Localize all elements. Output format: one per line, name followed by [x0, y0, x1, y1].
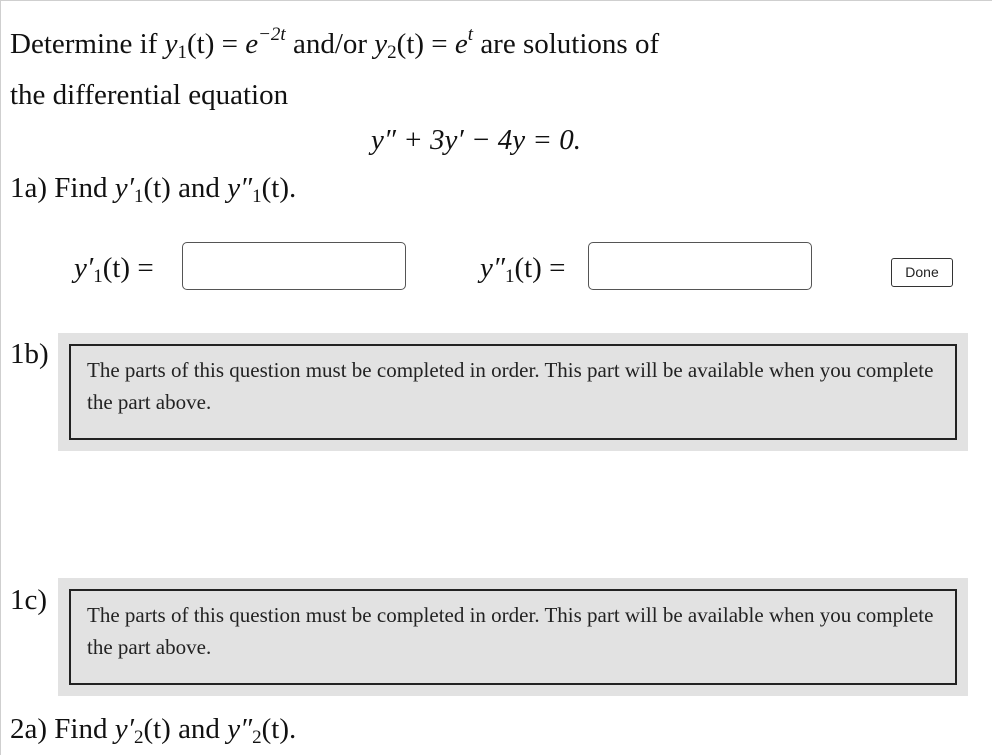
- part-2a-f2: y″: [227, 713, 253, 745]
- part-1b-label: 1b): [10, 338, 49, 370]
- part-2a-f1: y′: [114, 713, 134, 745]
- answer-1-subscript: 1: [93, 266, 103, 287]
- part-2a-f2-arg: (t).: [261, 713, 297, 745]
- part-1a-and: and: [170, 172, 228, 204]
- part-1a-f1: y′: [114, 172, 134, 204]
- part-2a-prompt: [10, 709, 296, 755]
- answer-2-subscript: 1: [504, 266, 515, 287]
- part-1a-f2: y″: [227, 172, 253, 204]
- intro-text-start: Determine if: [10, 28, 165, 60]
- part-2a-f1-subscript: 2: [133, 727, 144, 748]
- intro-line-2: the differential equation: [10, 79, 289, 111]
- answer-1-arg: (t) =: [102, 252, 154, 284]
- intro-y1-subscript: 1: [177, 42, 187, 63]
- part-1a-f2-arg: (t).: [261, 172, 297, 204]
- answer-1-symbol: y′: [74, 252, 94, 284]
- intro-e1-exponent: −2t: [258, 24, 286, 45]
- answer-2-label: [480, 246, 565, 299]
- intro-y1: y: [164, 28, 178, 60]
- answer-2-arg: (t) =: [514, 252, 566, 284]
- intro-y2: y: [374, 28, 388, 60]
- part-1a-answer-row: [0, 242, 992, 294]
- part-1a-prompt: [10, 168, 296, 217]
- part-1b-locked-message: The parts of this question must be completed in order. This part will be available when you complete the part above.: [69, 344, 957, 440]
- intro-line-1: [10, 14, 910, 74]
- part-1a-f1-arg: (t): [143, 172, 171, 204]
- part-2a-label: 2a) Find: [10, 713, 115, 745]
- y1-double-prime-input[interactable]: [588, 242, 812, 290]
- intro-e2: e: [454, 28, 468, 60]
- part-1c-label: 1c): [10, 584, 48, 616]
- part-1a-f1-subscript: 1: [133, 186, 144, 207]
- intro-y1-arg: (t) =: [186, 28, 246, 60]
- intro-y2-arg: (t) =: [396, 28, 455, 60]
- intro-text-end: are solutions of: [473, 28, 660, 60]
- part-1c-locked-message: The parts of this question must be completed in order. This part will be available when you complete the part above.: [69, 589, 957, 685]
- part-2a-f2-subscript: 2: [252, 727, 262, 748]
- intro-y2-subscript: 2: [387, 42, 397, 63]
- done-button[interactable]: Done: [891, 258, 953, 287]
- differential-equation: y″ + 3y′ − 4y = 0.: [371, 124, 581, 156]
- answer-2-symbol: y″: [480, 252, 505, 284]
- part-1b-locked-panel: [58, 333, 968, 451]
- part-1c-locked-panel: [58, 578, 968, 696]
- part-1a-label: 1a) Find: [10, 172, 115, 204]
- intro-and-or: and/or: [285, 28, 375, 60]
- intro-e2-exponent: t: [467, 24, 474, 45]
- question-intro: [10, 14, 910, 116]
- y1-prime-input[interactable]: [182, 242, 406, 290]
- part-2a-f1-arg: (t): [143, 713, 171, 745]
- part-1a-f2-subscript: 1: [252, 186, 262, 207]
- part-2a-and: and: [170, 713, 228, 745]
- answer-1-label: [74, 246, 154, 299]
- intro-e1: e: [245, 28, 259, 60]
